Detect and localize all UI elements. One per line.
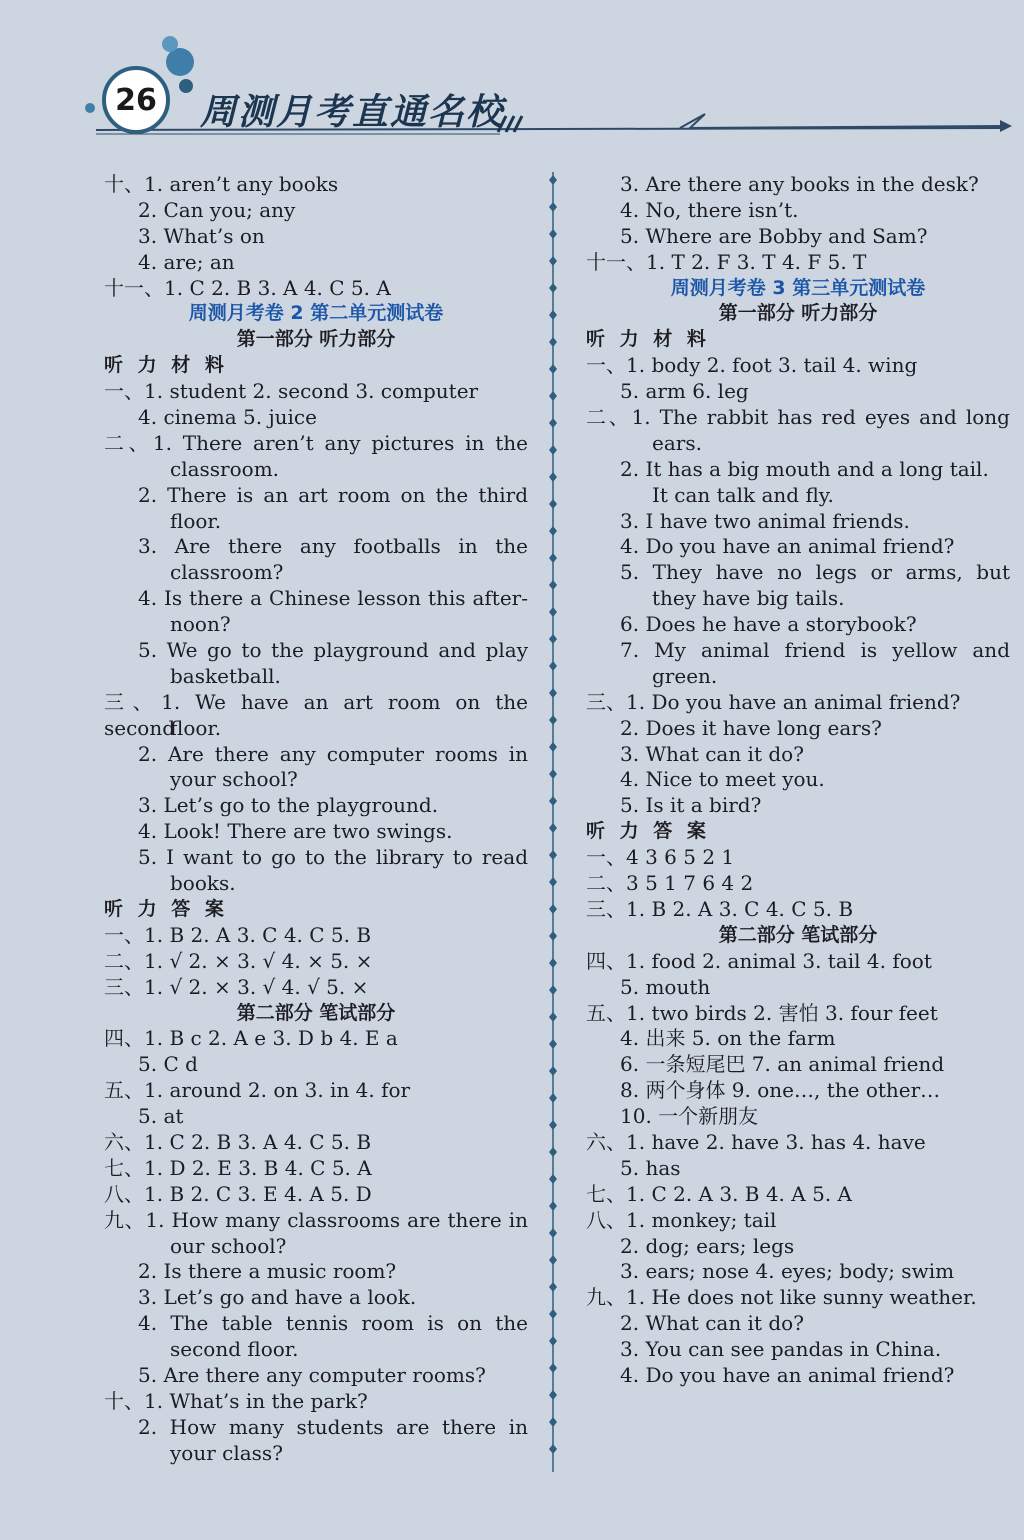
answer-line: classroom? xyxy=(170,560,284,585)
answer-line: 一、1. student 2. second 3. computer xyxy=(104,379,479,404)
divider-diamond xyxy=(549,391,557,401)
divider-diamond xyxy=(549,688,557,698)
answer-line: your school? xyxy=(170,767,298,792)
answer-line: 三、1. We have an art room on the second xyxy=(104,689,528,740)
answer-line: 8. 两个身体 9. one…, the other… xyxy=(620,1078,941,1103)
divider-diamond xyxy=(549,337,557,347)
deco-bubble xyxy=(85,103,95,113)
divider-diamond xyxy=(549,1309,557,1319)
answer-line: noon? xyxy=(170,612,231,637)
answer-line: books. xyxy=(170,871,236,896)
divider-diamond xyxy=(549,634,557,644)
answer-line: 5. C d xyxy=(138,1052,198,1077)
answer-line: 4. Nice to meet you. xyxy=(620,767,825,792)
answer-line: floor. xyxy=(170,715,222,740)
deco-bubble xyxy=(162,36,178,52)
divider-diamond xyxy=(549,418,557,428)
answer-line: 3. Are there any books in the desk? xyxy=(620,172,979,196)
answer-line: 十一、1. T 2. F 3. T 4. F 5. T xyxy=(586,249,867,274)
answer-line: 3. What’s on xyxy=(138,223,265,248)
answer-line: second floor. xyxy=(170,1337,299,1362)
answer-line: 5. We go to the playground and play xyxy=(138,638,528,663)
answer-line: 4. 出来 5. on the farm xyxy=(620,1026,836,1051)
divider-diamond xyxy=(549,715,557,725)
answer-line: 一、4 3 6 5 2 1 xyxy=(586,845,735,870)
answer-line: 二、1. √ 2. × 3. √ 4. × 5. × xyxy=(104,948,373,973)
answer-line: 四、1. B c 2. A e 3. D b 4. E a xyxy=(104,1026,398,1051)
divider-diamond xyxy=(549,1012,557,1022)
section-heading: 听 力 答 案 xyxy=(586,820,710,843)
answer-line: 3. I have two animal friends. xyxy=(620,508,910,533)
column-divider xyxy=(545,172,561,1472)
answer-line: green. xyxy=(652,663,718,688)
deco-bubble xyxy=(179,79,193,93)
divider-diamond xyxy=(549,1417,557,1427)
answer-line: 4. Do you have an animal friend? xyxy=(620,534,955,559)
divider-diamond xyxy=(549,1255,557,1265)
divider-diamond xyxy=(549,580,557,590)
answer-line: 2. It has a big mouth and a long tail. xyxy=(620,456,989,481)
section-heading: 第一部分 听力部分 xyxy=(718,302,878,325)
answer-line: 三、1. B 2. A 3. C 4. C 5. B xyxy=(586,896,854,921)
divider-diamond xyxy=(549,877,557,887)
answer-line: 八、1. monkey; tail xyxy=(586,1207,777,1232)
answer-line: classroom. xyxy=(170,456,280,481)
answer-line: 一、1. body 2. foot 3. tail 4. wing xyxy=(586,353,918,378)
divider-diamond xyxy=(549,1120,557,1130)
divider-diamond xyxy=(549,823,557,833)
answer-line: 六、1. have 2. have 3. has 4. have xyxy=(586,1129,926,1154)
answer-line: 2. What can it do? xyxy=(620,1311,804,1336)
answer-line: 六、1. C 2. B 3. A 4. C 5. B xyxy=(104,1129,372,1154)
book-title: 周测月考直通名校 xyxy=(200,92,505,133)
answer-line: 七、1. D 2. E 3. B 4. C 5. A xyxy=(104,1155,372,1180)
divider-diamond xyxy=(549,310,557,320)
zigzag-arrow xyxy=(680,114,1004,128)
answer-line: basketball. xyxy=(170,663,281,688)
divider-diamond xyxy=(549,175,557,185)
answer-line: 5. arm 6. leg xyxy=(620,379,749,404)
answer-line: 3. You can see pandas in China. xyxy=(620,1337,942,1362)
answer-line: 3. Are there any footballs in the xyxy=(138,534,528,559)
answer-line: ears. xyxy=(652,430,702,455)
answer-line: our school? xyxy=(170,1233,287,1258)
answer-line: 八、1. B 2. C 3. E 4. A 5. D xyxy=(104,1181,372,1206)
answer-line: 2. Can you; any xyxy=(138,197,296,222)
answer-line: 2. Is there a music room? xyxy=(138,1259,397,1284)
arrow-head-icon xyxy=(1000,120,1012,132)
answer-line: 4. Do you have an animal friend? xyxy=(620,1362,955,1387)
divider-diamond xyxy=(549,364,557,374)
section-heading: 听 力 材 料 xyxy=(586,328,710,351)
divider-diamond xyxy=(549,1039,557,1049)
answer-line: 2. Does it have long ears? xyxy=(620,715,882,740)
answer-line: 5. Is it a bird? xyxy=(620,793,762,818)
divider-diamond xyxy=(549,1363,557,1373)
answer-line: 二、1. The rabbit has red eyes and long xyxy=(586,405,1010,430)
answer-line: 10. 一个新朋友 xyxy=(620,1104,759,1129)
divider-diamond xyxy=(549,229,557,239)
answer-line: 十、1. aren’t any books xyxy=(104,172,339,196)
answer-line: 4. Is there a Chinese lesson this after- xyxy=(138,586,528,611)
answer-line: 一、1. B 2. A 3. C 4. C 5. B xyxy=(104,922,372,947)
page-number: 26 xyxy=(102,66,170,134)
section-heading: 第一部分 听力部分 xyxy=(236,328,396,351)
divider-diamond xyxy=(549,553,557,563)
divider-diamond xyxy=(549,1444,557,1454)
answer-line: your class? xyxy=(170,1440,283,1465)
section-heading: 周测月考卷 2 第二单元测试卷 xyxy=(188,302,444,325)
divider-diamond xyxy=(549,850,557,860)
answer-line: they have big tails. xyxy=(652,586,845,611)
answer-line: 4. The table tennis room is on the xyxy=(138,1311,528,1336)
divider-diamond xyxy=(549,1093,557,1103)
answer-line: 十、1. What’s in the park? xyxy=(104,1388,368,1413)
deco-bubble xyxy=(166,48,194,76)
divider-diamond xyxy=(549,985,557,995)
answer-line: It can talk and fly. xyxy=(652,482,834,507)
answer-line: 三、1. Do you have an animal friend? xyxy=(586,689,961,714)
divider-diamond xyxy=(549,472,557,482)
divider-diamond xyxy=(549,661,557,671)
divider-diamond xyxy=(549,796,557,806)
answer-line: 4. are; an xyxy=(138,249,235,274)
divider-diamond xyxy=(549,256,557,266)
answer-line: 6. Does he have a storybook? xyxy=(620,612,917,637)
answer-line: 七、1. C 2. A 3. B 4. A 5. A xyxy=(586,1181,852,1206)
answer-line: 三、1. √ 2. × 3. √ 4. √ 5. × xyxy=(104,974,369,999)
answer-line: 5. has xyxy=(620,1155,681,1180)
answer-line: 3. Let’s go and have a look. xyxy=(138,1285,417,1310)
answer-line: 2. dog; ears; legs xyxy=(620,1233,795,1258)
answer-line: 6. 一条短尾巴 7. an animal friend xyxy=(620,1052,945,1077)
section-heading: 第二部分 笔试部分 xyxy=(236,1001,396,1024)
answer-line: 二、3 5 1 7 6 4 2 xyxy=(586,871,754,896)
divider-diamond xyxy=(549,1201,557,1211)
divider-diamond xyxy=(549,499,557,509)
divider-diamond xyxy=(549,769,557,779)
divider-diamond xyxy=(549,1336,557,1346)
section-heading: 第二部分 笔试部分 xyxy=(718,923,878,946)
divider-diamond xyxy=(549,445,557,455)
answer-line: 5. Are there any computer rooms? xyxy=(138,1362,486,1387)
answer-line: 5. mouth xyxy=(620,974,711,999)
divider-diamond xyxy=(549,1390,557,1400)
divider-diamond xyxy=(549,607,557,617)
section-heading: 周测月考卷 3 第三单元测试卷 xyxy=(670,276,926,299)
page-header xyxy=(0,0,1024,150)
answer-line: 四、1. food 2. animal 3. tail 4. foot xyxy=(586,948,932,973)
divider-diamond xyxy=(549,742,557,752)
answer-line: 5. I want to go to the library to read xyxy=(138,845,528,870)
divider-diamond xyxy=(549,1282,557,1292)
answer-line: 3. Let’s go to the playground. xyxy=(138,793,439,818)
answer-line: 5. at xyxy=(138,1104,184,1129)
answer-line: 十一、1. C 2. B 3. A 4. C 5. A xyxy=(104,275,391,300)
answer-line: 九、1. How many classrooms are there in xyxy=(104,1207,528,1232)
divider-diamond xyxy=(549,1228,557,1238)
answer-line: 4. cinema 5. juice xyxy=(138,405,317,430)
divider-diamond xyxy=(549,202,557,212)
answer-line: 2. Are there any computer rooms in xyxy=(138,741,528,766)
answer-line: 4. No, there isn’t. xyxy=(620,197,799,222)
answer-line: 3. What can it do? xyxy=(620,741,804,766)
divider-diamond xyxy=(549,283,557,293)
answer-line: 4. Look! There are two swings. xyxy=(138,819,453,844)
answer-line: floor. xyxy=(170,508,222,533)
answer-line: 3. ears; nose 4. eyes; body; swim xyxy=(620,1259,955,1284)
answer-line: 5. Where are Bobby and Sam? xyxy=(620,223,928,248)
divider-diamond xyxy=(549,1174,557,1184)
answer-line: 2. How many students are there in xyxy=(138,1414,528,1439)
divider-diamond xyxy=(549,958,557,968)
divider-diamond xyxy=(549,1147,557,1157)
divider-diamond xyxy=(549,526,557,536)
divider-diamond xyxy=(549,931,557,941)
answer-line: 九、1. He does not like sunny weather. xyxy=(586,1285,977,1310)
answer-line: 五、1. around 2. on 3. in 4. for xyxy=(104,1078,411,1103)
right-column xyxy=(586,172,1010,1389)
left-column xyxy=(104,172,528,1467)
answer-line: 2. There is an art room on the third xyxy=(138,482,528,507)
answer-line: 五、1. two birds 2. 害怕 3. four feet xyxy=(586,1000,938,1025)
divider-diamond xyxy=(549,904,557,914)
section-heading: 听 力 材 料 xyxy=(104,354,228,377)
section-heading: 听 力 答 案 xyxy=(104,897,228,920)
divider-diamond xyxy=(549,1066,557,1076)
answer-line: 7. My animal friend is yellow and xyxy=(620,638,1010,663)
answer-line: 二、1. There aren’t any pictures in the xyxy=(104,430,528,455)
answer-line: 5. They have no legs or arms, but xyxy=(620,560,1010,585)
